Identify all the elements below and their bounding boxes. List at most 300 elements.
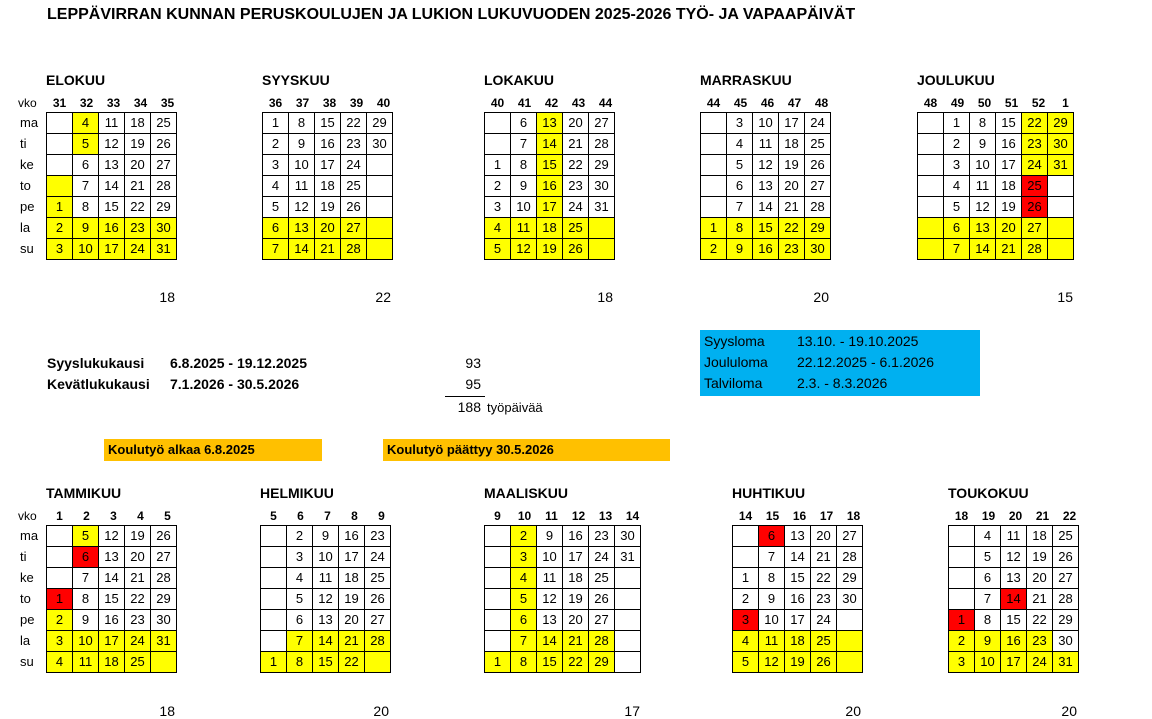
day-cell: 27	[837, 526, 863, 547]
day-cell	[701, 176, 727, 197]
day-cell: 12	[970, 197, 996, 218]
day-cell: 29	[1053, 610, 1079, 631]
grid-row	[261, 610, 391, 631]
grid-row	[47, 568, 177, 589]
grid-row	[47, 631, 177, 652]
day-cell: 12	[753, 155, 779, 176]
day-cell: 26	[1053, 547, 1079, 568]
day-cell: 6	[727, 176, 753, 197]
day-cell: 12	[99, 134, 125, 155]
day-cell: 31	[151, 239, 177, 260]
day-cell: 7	[727, 197, 753, 218]
grid-row	[485, 218, 615, 239]
grid-row	[485, 197, 615, 218]
grid-row	[485, 239, 615, 260]
day-cell: 17	[315, 155, 341, 176]
day-cell: 3	[47, 239, 73, 260]
day-cell: 20	[563, 113, 589, 134]
week-number: 6	[297, 509, 304, 523]
day-cell: 17	[996, 155, 1022, 176]
day-cell	[485, 547, 511, 568]
day-cell	[367, 218, 393, 239]
day-cell: 11	[99, 113, 125, 134]
day-cell	[837, 610, 863, 631]
sum-line	[445, 396, 485, 397]
day-cell: 18	[785, 631, 811, 652]
day-cell: 3	[47, 631, 73, 652]
grid-row	[733, 547, 863, 568]
week-number: 17	[819, 509, 834, 523]
grid-row	[47, 239, 177, 260]
day-cell: 4	[73, 113, 99, 134]
day-cell	[837, 631, 863, 652]
day-label: ke	[20, 570, 34, 585]
day-cell: 23	[589, 526, 615, 547]
day-cell: 6	[73, 547, 99, 568]
week-number: 2	[83, 509, 90, 523]
day-cell	[485, 589, 511, 610]
day-cell: 13	[99, 547, 125, 568]
day-cell: 19	[125, 526, 151, 547]
week-number: 8	[351, 509, 358, 523]
day-cell: 4	[975, 526, 1001, 547]
day-cell: 14	[970, 239, 996, 260]
holiday-box	[700, 330, 980, 396]
holiday-name-autumn: Syysloma	[704, 333, 765, 349]
day-cell: 11	[1001, 526, 1027, 547]
day-cell	[485, 134, 511, 155]
grid-row	[733, 526, 863, 547]
day-cell: 18	[537, 218, 563, 239]
week-number: 34	[133, 96, 148, 110]
day-cell: 25	[563, 218, 589, 239]
day-cell: 19	[779, 155, 805, 176]
day-cell: 18	[1027, 526, 1053, 547]
day-cell	[615, 631, 641, 652]
day-cell: 1	[47, 589, 73, 610]
day-label: pe	[20, 612, 35, 627]
day-cell: 5	[511, 589, 537, 610]
day-cell: 6	[287, 610, 313, 631]
day-cell: 7	[944, 239, 970, 260]
day-cell: 20	[1027, 568, 1053, 589]
day-cell	[701, 197, 727, 218]
holiday-dates-autumn: 13.10. - 19.10.2025	[797, 333, 919, 349]
day-cell: 18	[996, 176, 1022, 197]
day-cell	[589, 239, 615, 260]
day-cell: 8	[287, 652, 313, 673]
week-number: 33	[106, 96, 121, 110]
day-cell: 5	[944, 197, 970, 218]
grid-row	[261, 526, 391, 547]
grid-row	[949, 568, 1079, 589]
day-cell	[918, 113, 944, 134]
day-cell	[918, 176, 944, 197]
week-number: 46	[760, 96, 775, 110]
week-number: 1	[1062, 96, 1069, 110]
term-label-autumn: Syyslukukausi	[47, 355, 145, 371]
grid-row	[949, 526, 1079, 547]
week-number: 36	[268, 96, 283, 110]
day-cell: 29	[805, 218, 831, 239]
day-cell: 27	[341, 218, 367, 239]
day-cell: 5	[73, 526, 99, 547]
day-cell	[733, 547, 759, 568]
day-cell: 24	[589, 547, 615, 568]
day-cell: 1	[485, 652, 511, 673]
grid-row	[949, 631, 1079, 652]
grid-row	[261, 589, 391, 610]
day-label: la	[20, 220, 31, 235]
grid-row	[485, 526, 641, 547]
day-cell: 28	[365, 631, 391, 652]
week-number: 4	[137, 509, 144, 523]
day-cell: 24	[125, 631, 151, 652]
day-cell: 27	[1022, 218, 1048, 239]
day-cell: 21	[563, 631, 589, 652]
holiday-dates-winter: 2.3. - 8.3.2026	[797, 375, 888, 391]
day-label: su	[20, 654, 34, 669]
day-cell: 13	[753, 176, 779, 197]
day-cell: 16	[1001, 631, 1027, 652]
day-cell: 9	[970, 134, 996, 155]
week-number: 1	[56, 509, 63, 523]
week-number: 48	[923, 96, 938, 110]
month-title: HUHTIKUU	[732, 485, 806, 501]
month-grid	[484, 525, 641, 673]
day-cell: 20	[811, 526, 837, 547]
day-cell: 27	[589, 610, 615, 631]
day-cell: 11	[313, 568, 339, 589]
month-title: TAMMIKUU	[46, 485, 122, 501]
day-cell: 25	[805, 134, 831, 155]
day-cell: 8	[511, 652, 537, 673]
week-number: 21	[1035, 509, 1050, 523]
day-cell: 24	[1027, 652, 1053, 673]
total-days-label: työpäivää	[487, 400, 543, 415]
week-number: 50	[977, 96, 992, 110]
grid-row	[485, 155, 615, 176]
day-cell: 10	[970, 155, 996, 176]
day-cell: 16	[315, 134, 341, 155]
day-cell: 22	[779, 218, 805, 239]
day-cell: 6	[73, 155, 99, 176]
week-number: 10	[517, 509, 532, 523]
grid-row	[733, 610, 863, 631]
day-cell: 25	[125, 652, 151, 673]
day-cell: 3	[485, 197, 511, 218]
day-cell: 12	[537, 589, 563, 610]
day-cell: 12	[289, 197, 315, 218]
week-number: 32	[79, 96, 94, 110]
day-cell	[365, 652, 391, 673]
day-cell: 18	[339, 568, 365, 589]
day-cell: 17	[779, 113, 805, 134]
day-cell	[918, 155, 944, 176]
week-number: 43	[571, 96, 586, 110]
day-cell	[615, 589, 641, 610]
day-cell: 23	[1027, 631, 1053, 652]
day-label: ke	[20, 157, 34, 172]
day-cell: 20	[563, 610, 589, 631]
day-cell	[485, 526, 511, 547]
day-cell: 19	[563, 589, 589, 610]
week-number: 18	[954, 509, 969, 523]
day-cell	[261, 547, 287, 568]
day-cell: 31	[1053, 652, 1079, 673]
day-cell: 26	[341, 197, 367, 218]
day-cell	[1048, 176, 1074, 197]
week-number: 11	[545, 509, 558, 523]
week-number: 47	[787, 96, 802, 110]
day-cell: 29	[151, 197, 177, 218]
day-cell	[1048, 218, 1074, 239]
day-cell: 21	[1027, 589, 1053, 610]
week-number: 5	[270, 509, 277, 523]
day-cell: 26	[563, 239, 589, 260]
day-cell: 23	[1022, 134, 1048, 155]
day-cell: 18	[315, 176, 341, 197]
day-label: ma	[20, 115, 39, 130]
week-number: 19	[981, 509, 996, 523]
week-number: 18	[846, 509, 861, 523]
day-cell: 24	[811, 610, 837, 631]
day-cell: 22	[563, 652, 589, 673]
day-cell: 26	[365, 589, 391, 610]
day-cell: 8	[73, 589, 99, 610]
day-cell	[47, 547, 73, 568]
day-cell	[47, 176, 73, 197]
week-number: 14	[625, 509, 640, 523]
day-cell: 10	[537, 547, 563, 568]
week-number: 39	[349, 96, 364, 110]
day-cell: 28	[1022, 239, 1048, 260]
grid-row	[261, 652, 391, 673]
day-label: la	[20, 633, 31, 648]
week-number: 37	[295, 96, 310, 110]
day-cell: 30	[805, 239, 831, 260]
day-cell: 4	[944, 176, 970, 197]
day-cell: 8	[727, 218, 753, 239]
day-cell: 28	[837, 547, 863, 568]
day-cell: 9	[759, 589, 785, 610]
day-cell	[615, 568, 641, 589]
day-cell	[367, 176, 393, 197]
day-cell: 4	[511, 568, 537, 589]
day-cell: 5	[263, 197, 289, 218]
day-cell: 19	[785, 652, 811, 673]
day-cell: 18	[779, 134, 805, 155]
day-cell	[485, 568, 511, 589]
day-cell: 25	[811, 631, 837, 652]
day-cell: 17	[99, 239, 125, 260]
month-title: MARRASKUU	[700, 72, 792, 88]
day-cell: 31	[615, 547, 641, 568]
day-label: pe	[20, 199, 35, 214]
day-cell: 26	[1022, 197, 1048, 218]
grid-row	[701, 155, 831, 176]
month-title: LOKAKUU	[484, 72, 554, 88]
day-cell: 8	[975, 610, 1001, 631]
day-cell: 14	[785, 547, 811, 568]
day-cell	[949, 589, 975, 610]
grid-row	[47, 155, 177, 176]
week-number: 15	[765, 509, 780, 523]
day-cell: 16	[99, 218, 125, 239]
day-cell: 9	[289, 134, 315, 155]
day-cell: 9	[73, 218, 99, 239]
day-cell: 6	[944, 218, 970, 239]
day-cell: 24	[341, 155, 367, 176]
week-number: 22	[1062, 509, 1077, 523]
workday-count: 22	[375, 289, 391, 305]
day-cell: 2	[47, 610, 73, 631]
week-number: 20	[1008, 509, 1023, 523]
week-number: 14	[738, 509, 753, 523]
day-cell: 9	[975, 631, 1001, 652]
week-number: 52	[1031, 96, 1046, 110]
month-grid	[46, 525, 177, 673]
day-cell: 3	[511, 547, 537, 568]
day-cell: 14	[99, 176, 125, 197]
day-cell: 15	[996, 113, 1022, 134]
day-cell: 10	[975, 652, 1001, 673]
month-grid	[948, 525, 1079, 673]
day-cell: 14	[1001, 589, 1027, 610]
day-cell: 21	[339, 631, 365, 652]
grid-row	[47, 526, 177, 547]
workday-count: 15	[1057, 289, 1073, 305]
grid-row	[47, 134, 177, 155]
day-cell: 13	[289, 218, 315, 239]
grid-row	[918, 176, 1074, 197]
day-cell: 16	[537, 176, 563, 197]
day-cell: 7	[73, 176, 99, 197]
day-cell: 31	[589, 197, 615, 218]
day-cell: 6	[263, 218, 289, 239]
day-cell	[261, 610, 287, 631]
day-cell	[261, 526, 287, 547]
day-cell	[918, 134, 944, 155]
day-cell: 26	[151, 134, 177, 155]
day-cell: 15	[537, 155, 563, 176]
grid-row	[263, 176, 393, 197]
day-cell: 27	[365, 610, 391, 631]
week-number: 9	[494, 509, 501, 523]
day-cell: 10	[759, 610, 785, 631]
day-cell: 11	[759, 631, 785, 652]
grid-row	[485, 631, 641, 652]
day-cell: 9	[73, 610, 99, 631]
day-cell: 21	[125, 568, 151, 589]
day-cell: 9	[313, 526, 339, 547]
day-cell: 27	[589, 113, 615, 134]
day-cell: 8	[289, 113, 315, 134]
day-cell	[615, 652, 641, 673]
grid-row	[918, 218, 1074, 239]
day-cell: 7	[263, 239, 289, 260]
day-cell: 26	[151, 526, 177, 547]
week-number: 44	[598, 96, 613, 110]
day-cell: 4	[263, 176, 289, 197]
day-cell	[47, 134, 73, 155]
day-cell: 1	[949, 610, 975, 631]
day-cell: 5	[727, 155, 753, 176]
workday-count: 17	[624, 703, 640, 719]
month-grid	[260, 525, 391, 673]
day-cell: 21	[811, 547, 837, 568]
grid-row	[701, 197, 831, 218]
grid-row	[47, 652, 177, 673]
month-title: JOULUKUU	[917, 72, 995, 88]
day-cell: 6	[759, 526, 785, 547]
day-cell	[151, 652, 177, 673]
day-cell: 2	[287, 526, 313, 547]
day-cell: 24	[365, 547, 391, 568]
week-number: 40	[490, 96, 505, 110]
grid-row	[261, 568, 391, 589]
day-cell: 3	[733, 610, 759, 631]
day-cell: 22	[125, 197, 151, 218]
holiday-name-winter: Talviloma	[704, 375, 763, 391]
day-cell: 9	[727, 239, 753, 260]
day-cell: 12	[511, 239, 537, 260]
day-cell: 24	[563, 197, 589, 218]
day-cell	[918, 218, 944, 239]
grid-row	[485, 134, 615, 155]
grid-row	[918, 197, 1074, 218]
day-cell: 13	[99, 155, 125, 176]
day-cell: 11	[511, 218, 537, 239]
week-number: 51	[1004, 96, 1019, 110]
grid-row	[701, 113, 831, 134]
grid-row	[701, 239, 831, 260]
day-cell: 10	[73, 631, 99, 652]
day-cell	[47, 113, 73, 134]
day-cell: 15	[537, 652, 563, 673]
day-cell: 23	[341, 134, 367, 155]
day-cell: 7	[975, 589, 1001, 610]
workday-count: 20	[1061, 703, 1077, 719]
day-cell: 21	[996, 239, 1022, 260]
day-cell: 25	[1053, 526, 1079, 547]
day-cell: 27	[805, 176, 831, 197]
grid-row	[47, 176, 177, 197]
grid-row	[701, 134, 831, 155]
day-cell: 2	[511, 526, 537, 547]
day-cell	[485, 610, 511, 631]
day-cell: 4	[47, 652, 73, 673]
grid-row	[733, 631, 863, 652]
grid-row	[949, 610, 1079, 631]
day-cell: 12	[759, 652, 785, 673]
day-cell: 11	[753, 134, 779, 155]
day-cell: 15	[99, 589, 125, 610]
day-cell: 18	[99, 652, 125, 673]
day-cell: 2	[263, 134, 289, 155]
day-cell: 11	[970, 176, 996, 197]
week-number: 3	[110, 509, 117, 523]
day-cell: 1	[47, 197, 73, 218]
day-cell: 11	[289, 176, 315, 197]
day-cell: 8	[759, 568, 785, 589]
day-cell: 24	[805, 113, 831, 134]
day-cell	[367, 155, 393, 176]
day-cell: 29	[589, 652, 615, 673]
term-days-autumn: 93	[465, 355, 481, 371]
grid-row	[263, 155, 393, 176]
day-cell: 15	[1001, 610, 1027, 631]
